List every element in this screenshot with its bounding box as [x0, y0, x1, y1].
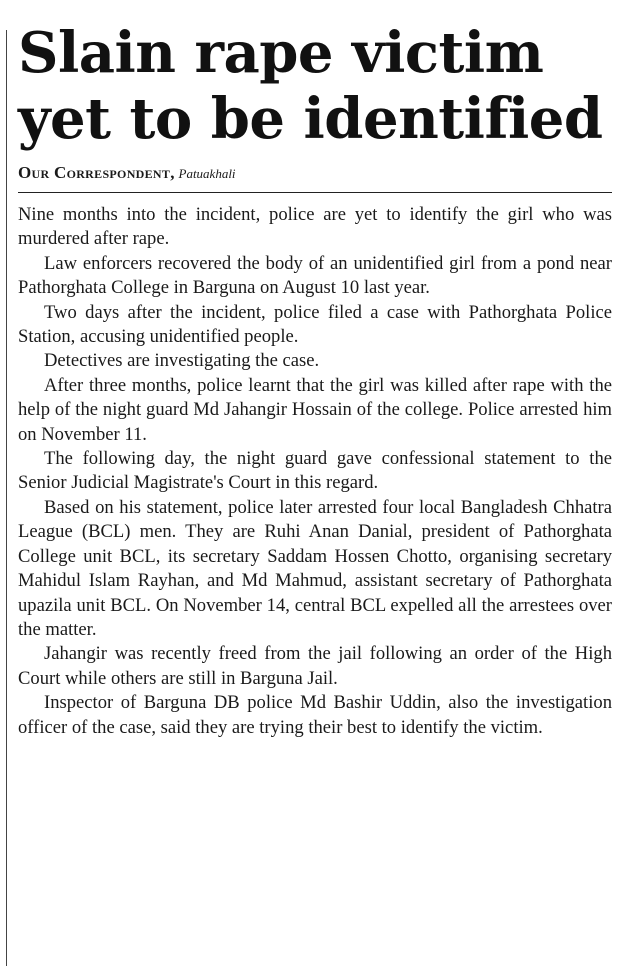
byline-author: Our Correspondent,: [18, 163, 175, 182]
byline: [18, 164, 612, 193]
paragraph: After three months, police learnt that the girl was killed after rape with the help of the night guard Md Jahangir Hossain of the college. Police arrested him on November 11.: [18, 374, 612, 445]
paragraph: Nine months into the incident, police are yet to identify the girl who was murdered after rape.: [18, 204, 612, 250]
paragraph: Jahangir was recently freed from the jail following an order of the High Court while others are still in Barguna Jail.: [18, 643, 612, 689]
paragraph: Two days after the incident, police filed a case with Pathorghata Police Station, accusing unidentified people.: [18, 301, 612, 348]
column-rule: [6, 30, 7, 966]
paragraph: Inspector of Barguna DB police Md Bashir Uddin, also the investigation officer of the case, said they are trying their best to identify the victim.: [18, 692, 612, 738]
paragraph: Based on his statement, police later arrested four local Bangladesh Chhatra League (BCL) men. They are Ruhi Anan Danial, president of Pathorghata College unit BCL, its secretary Saddam Hossen Chotto, organising secretary Mahidul Islam Rayhan, and Md Mahmud, assistant secretary of Pathorghata upazila unit BCL. On November 14, central BCL expelled all the arrestees over the matter.: [18, 496, 612, 640]
headline: Slain rape victim yet to be identified: [18, 20, 603, 152]
paragraph: Detectives are investigating the case.: [44, 350, 320, 372]
news-article: [18, 20, 612, 740]
byline-place: Patuakhali: [178, 166, 236, 181]
article-body: [18, 203, 612, 740]
paragraph: Law enforcers recovered the body of an unidentified girl from a pond near Pathorghata College in Barguna on August 10 last year.: [18, 252, 612, 299]
paragraph: The following day, the night guard gave confessional statement to the Senior Judicial Magistrate's Court in this regard.: [18, 448, 612, 494]
